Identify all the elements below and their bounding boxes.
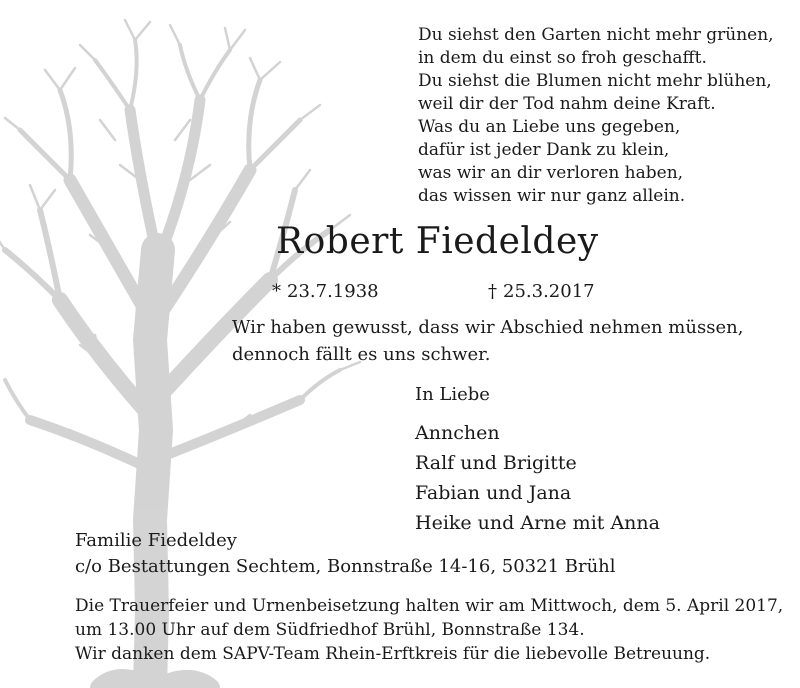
farewell-text	[232, 314, 743, 368]
poem	[418, 24, 774, 208]
poem-line: was wir an dir verloren haben,	[418, 163, 684, 183]
in-love-label: In Liebe	[415, 384, 490, 405]
poem-line: das wissen wir nur ganz allein.	[418, 186, 686, 206]
birth-date-row	[272, 280, 379, 304]
deceased-name: Robert Fiedeldey	[276, 221, 599, 262]
mourner-name: Fabian und Jana	[415, 482, 572, 504]
death-date: 25.3.2017	[503, 281, 595, 302]
poem-line: Du siehst die Blumen nicht mehr blühen,	[418, 71, 772, 91]
mourner-name: Annchen	[415, 422, 500, 444]
poem-line: Du siehst den Garten nicht mehr grünen,	[418, 25, 774, 45]
death-date-row	[488, 280, 595, 304]
farewell-line: Wir haben gewusst, dass wir Abschied nehmen müssen,	[232, 317, 744, 338]
poem-line: weil dir der Tod nahm deine Kraft.	[418, 94, 716, 114]
mourner-name: Heike und Arne mit Anna	[415, 512, 660, 534]
mourner-name: Ralf und Brigitte	[415, 452, 577, 474]
death-cross-icon: †	[488, 281, 497, 302]
service-info	[75, 594, 783, 666]
poem-line: dafür ist jeder Dank zu klein,	[418, 140, 670, 160]
service-line: Wir danken dem SAPV-Team Rhein-Erftkreis für die liebevolle Betreuung.	[75, 644, 711, 664]
birth-date: 23.7.1938	[287, 281, 379, 302]
family-address	[75, 528, 616, 580]
birth-star-icon: *	[272, 281, 281, 302]
farewell-line: dennoch fällt es uns schwer.	[232, 344, 491, 365]
poem-line: Was du an Liebe uns gegeben,	[418, 117, 681, 137]
poem-line: in dem du einst so froh geschafft.	[418, 48, 707, 68]
address-line: c/o Bestattungen Sechtem, Bonnstraße 14-16, 50321 Brühl	[75, 556, 616, 577]
service-line: Die Trauerfeier und Urnenbeisetzung halten wir am Mittwoch, dem 5. April 2017,	[75, 596, 784, 616]
service-line: um 13.00 Uhr auf dem Südfriedhof Brühl, Bonnstraße 134.	[75, 620, 585, 640]
address-line: Familie Fiedeldey	[75, 530, 237, 551]
mourners-list	[415, 418, 660, 538]
